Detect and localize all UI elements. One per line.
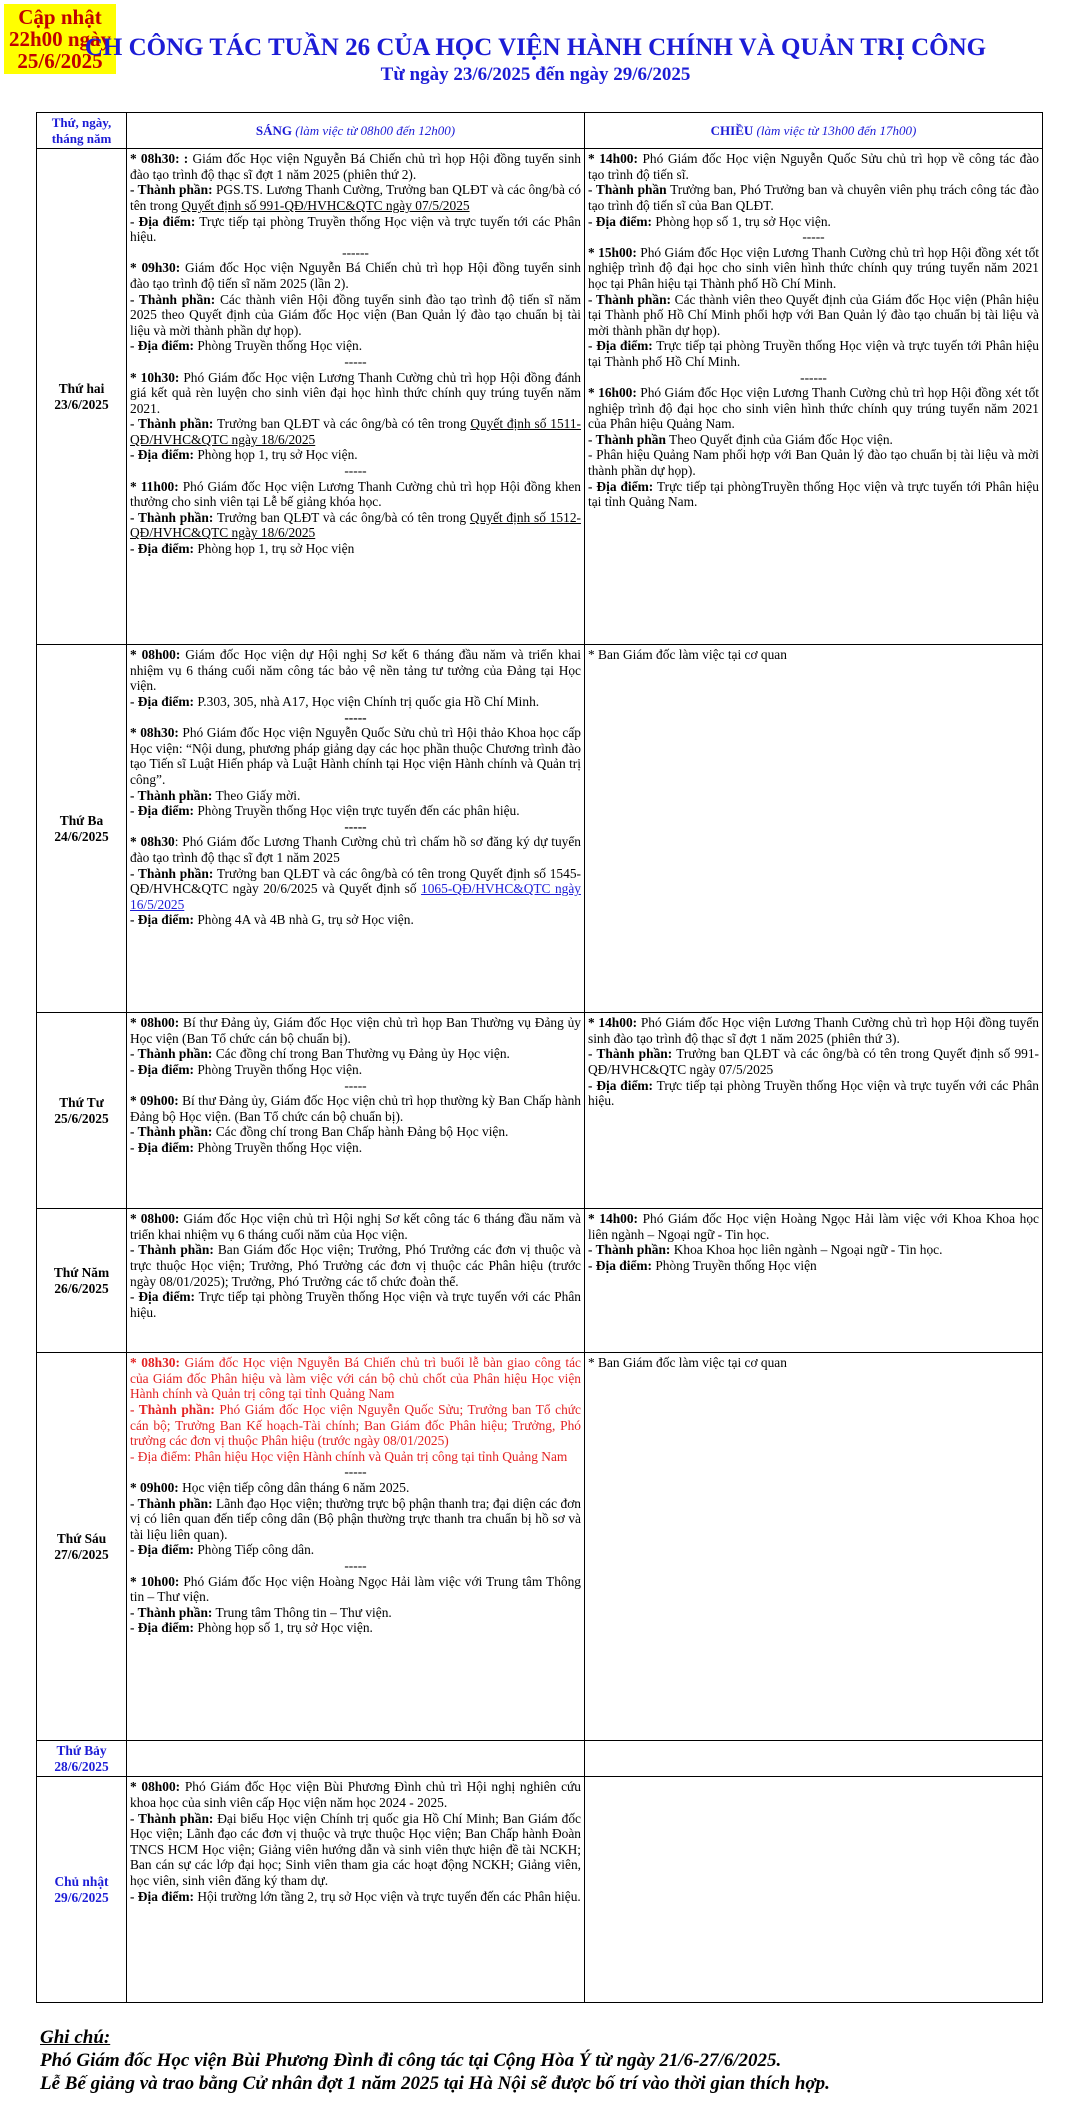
event-time: * 08h30:	[130, 1355, 180, 1371]
location-label: - Địa điểm:	[130, 541, 194, 557]
members-label: - Thành phần	[588, 431, 666, 447]
morning-monday	[127, 149, 585, 645]
members-text: Khoa Khoa học liên ngành – Ngoại ngữ - Tin học.	[670, 1242, 943, 1258]
location-text: Phòng Tiếp công dân.	[193, 1542, 315, 1558]
morning-sunday	[127, 1777, 585, 2003]
day-label: Thứ hai	[58, 381, 105, 397]
event-text: Bí thư Đảng ủy, Giám đốc Học viện chủ trì họp Ban Thường vụ Đảng ủy Học viện (Ban Tổ chức cán bộ chuẩn bị).	[130, 1015, 581, 1046]
event-time: * 14h00:	[588, 1015, 638, 1031]
event	[130, 260, 581, 291]
row-monday	[37, 149, 1043, 645]
location-label: - Địa điểm:	[130, 1061, 194, 1077]
event-time: * 15h00:	[588, 244, 637, 260]
event-highlighted	[130, 1355, 581, 1402]
badge-line-2: 22h00 ngày	[8, 27, 112, 51]
row-friday	[37, 1353, 1043, 1741]
event-time: * 08h30	[130, 834, 175, 850]
event	[130, 1574, 581, 1605]
members-text: Các thành viên Hội đồng tuyển sinh đào tạo trình độ tiến sĩ năm 2025 theo Quyết định của Giám đốc Học viện (Ban Quản lý đào tạo chuẩn bị tài liệu và mời thành phần dự họp).	[130, 291, 581, 338]
day-monday	[37, 149, 127, 645]
members-label: - Thành phần:	[588, 291, 671, 307]
event-text: Phó Giám đốc Học viện Nguyễn Quốc Sửu chủ trì Hội thảo Khoa học cấp Học viện: “Nội dung, phương pháp giảng dạy các học phần thuộc Chương trình đào tạo Tiến sĩ Luật Hiến pháp và Luật Hành chính tại Học viện Hành chính và Quản trị công”.	[130, 725, 581, 787]
notes-section	[40, 2026, 1060, 2095]
event-location	[588, 1258, 1039, 1274]
location-label: - Địa điểm:	[130, 1620, 194, 1636]
event	[588, 385, 1039, 432]
event-time: * 10h30:	[130, 369, 180, 385]
members-text: Phó Giám đốc Học viện Nguyễn Quốc Sửu; Trưởng ban Tổ chức cán bộ; Trưởng Ban Kế hoạch-Tài chính; Ban Giám đốc Phân hiệu; Trưởng, Phó trưởng các đơn vị thuộc Phân hiệu (trước ngày 08/01/2025)	[130, 1401, 581, 1449]
event	[588, 151, 1039, 182]
decision-link[interactable]: 1065-QĐ/HVHC&QTC ngày 16/5/2025	[130, 881, 581, 912]
row-wednesday	[37, 1013, 1043, 1209]
event	[130, 725, 581, 787]
day-label: Chủ nhật	[54, 1874, 109, 1890]
morning-thursday	[127, 1209, 585, 1353]
event-time: * 09h00:	[130, 1093, 179, 1109]
event-members	[130, 1046, 581, 1062]
event-members	[588, 1046, 1039, 1077]
header-afternoon-hours: (làm việc từ 13h00 đến 17h00)	[756, 122, 917, 138]
event-text: Giám đốc Học viện Nguyễn Bá Chiến chủ trì họp Hội đồng tuyển sinh đào tạo trình độ tiến sĩ năm 2025 (lần 2).	[130, 260, 581, 291]
location-label: - Địa điểm:	[588, 213, 652, 229]
event-time: * 16h00:	[588, 385, 637, 401]
event-members	[130, 1496, 581, 1543]
location-text: P.303, 305, nhà A17, Học viện Chính trị quốc gia Hồ Chí Minh.	[193, 693, 540, 709]
event-text: : Phó Giám đốc Lương Thanh Cường chủ trì chấm hồ sơ đăng ký dự tuyển đào tạo trình độ thạc sĩ đợt 1 năm 2025	[130, 834, 581, 865]
event-time: * 11h00:	[130, 478, 179, 494]
location-text: Trực tiếp tại phòng Truyền thống Học viện và trực tuyến tới các Phân hiệu.	[130, 213, 581, 245]
afternoon-wednesday	[585, 1013, 1043, 1209]
members-text: Trung tâm Thông tin – Thư viện.	[212, 1604, 392, 1620]
event-text: Học viện tiếp công dân tháng 6 năm 2025.	[178, 1479, 410, 1495]
event-time: * 08h00:	[130, 647, 181, 663]
event-text: Phó Giám đốc Học viện Nguyễn Quốc Sửu chủ trì họp về công tác đào tạo trình độ tiến sĩ.	[588, 151, 1039, 182]
event	[588, 1015, 1039, 1046]
event-location	[130, 1889, 581, 1905]
event-text: Bí thư Đảng ủy, Giám đốc Học viện chủ trì họp thường kỳ Ban Chấp hành Đảng bộ Học viện. (Ban Tổ chức cán bộ chuẩn bị).	[130, 1093, 581, 1124]
location-text: Phòng Truyền thống Học viện.	[193, 1061, 363, 1077]
separator: -----	[344, 463, 367, 479]
location-label: - Địa điểm:	[130, 338, 194, 354]
decision-link[interactable]: Quyết định số 1511-QĐ/HVHC&QTC ngày 18/6/2025	[130, 416, 581, 447]
day-label: Thứ Tư	[59, 1095, 104, 1111]
header-morning-label: SÁNG	[255, 122, 293, 138]
location-text: Trực tiếp tại phòng Truyền thống Học viện và trực tuyến với các Phân hiệu.	[130, 1289, 581, 1320]
location-label: - Địa điểm:	[130, 693, 194, 709]
members-label: - Thành phần:	[588, 1046, 673, 1062]
location-label: - Địa điểm:	[588, 478, 654, 494]
members-text: Các thành viên theo Quyết định của Giám đốc Học viện (Phân hiệu tại Thành phố Hồ Chí Minh phối hợp với Ban Quản lý đào tạo chuẩn bị tài liệu và mời thành phần dự họp).	[588, 291, 1039, 338]
location-text: Phân hiệu Học viện Hành chính và Quản trị công tại tỉnh Quảng Nam	[190, 1448, 568, 1464]
location-text: Phòng họp số 1, trụ sở Học viện.	[651, 213, 831, 229]
event-location	[130, 1140, 581, 1156]
event-members	[588, 1242, 1039, 1258]
event-location	[588, 1078, 1039, 1109]
members-label: - Thành phần:	[130, 1604, 213, 1620]
row-saturday	[37, 1741, 1043, 1777]
members-label: - Thành phần:	[130, 1046, 213, 1062]
location-text: Phòng Truyền thống Học viện trực tuyến đến các phân hiệu.	[193, 803, 520, 819]
event-members	[130, 510, 581, 541]
event	[130, 1779, 581, 1810]
day-sunday	[37, 1777, 127, 2003]
location-text: Hội trường lớn tầng 2, trụ sở Học viện và trực tuyến đến các Phân hiệu.	[193, 1888, 581, 1904]
day-label: Thứ Ba	[59, 813, 104, 829]
event-time: * 08h30:	[130, 725, 179, 741]
decision-link[interactable]: Quyết định số 1512-QĐ/HVHC&QTC ngày 18/6/2025	[130, 509, 581, 541]
separator: ------	[800, 369, 827, 385]
event-text: Giám đốc Học viện Nguyễn Bá Chiến chủ trì buổi lễ bàn giao công tác của Giám đốc Phân hiệu và làm việc với cán bộ chủ chốt của Phân hiệu Học viện Hành chính và Quản trị công tại tỉnh Quảng Nam	[130, 1355, 581, 1402]
event-text: Phó Giám đốc Học viện Lương Thanh Cường chủ trì họp Hội đồng xét tốt nghiệp trình độ đại học cho sinh viên hình thức chính quy trúng tuyển năm 2021 học tại Phân hiệu tại Thành phố Hồ Chí Minh.	[588, 244, 1039, 291]
event	[130, 1015, 581, 1046]
note-line-1: Phó Giám đốc Học viện Bùi Phương Đình đi công tác tại Cộng Hòa Ý từ ngày 21/6-27/6/2025.	[40, 2050, 782, 2071]
separator: -----	[344, 1557, 367, 1573]
location-text: Phòng Truyền thống Học viện.	[193, 338, 363, 354]
members-label: - Thành phần:	[130, 1810, 214, 1826]
event-time: * 14h00:	[588, 151, 638, 167]
event-members	[130, 788, 581, 804]
event-time: * 09h00:	[130, 1479, 179, 1495]
event-time: * 08h00:	[130, 1015, 180, 1031]
event-location	[588, 479, 1039, 510]
event-members	[130, 1124, 581, 1140]
separator: -----	[802, 229, 825, 245]
event-time: * 09h30:	[130, 260, 181, 276]
location-text: Phòng 4A và 4B nhà G, trụ sở Học viện.	[193, 912, 414, 928]
members-label: - Thành phần:	[130, 291, 216, 307]
members-label: - Thành phần:	[130, 509, 214, 525]
header-afternoon	[585, 113, 1043, 149]
event-members	[130, 292, 581, 339]
event-location	[130, 338, 581, 354]
event	[130, 370, 581, 417]
location-text: Phòng họp số 1, trụ sở Học viện.	[193, 1620, 373, 1636]
members-label: - Thành phần:	[130, 416, 214, 432]
day-date: 26/6/2025	[54, 1280, 109, 1296]
members-label: - Thành phần	[588, 182, 667, 198]
event-location	[130, 541, 581, 557]
day-friday	[37, 1353, 127, 1741]
location-label: - Địa điểm:	[130, 1139, 194, 1155]
event-members	[588, 432, 1039, 448]
event	[130, 1211, 581, 1242]
event-text: * Ban Giám đốc làm việc tại cơ quan	[588, 1355, 787, 1371]
event-location	[130, 912, 581, 928]
members-text: Trưởng ban, Phó Trưởng ban và chuyên viên phụ trách công tác đào tạo trình độ tiến sĩ của Ban QLĐT.	[588, 182, 1039, 213]
location-label: - Địa điểm:	[130, 912, 194, 928]
location-label: - Địa điểm:	[130, 213, 196, 229]
members-text: Trưởng ban QLĐT và các ông/bà có tên trong Quyết định số 991-QĐ/HVHC&QTC ngày 07/5/2025	[588, 1046, 1039, 1077]
separator: -----	[344, 1077, 367, 1093]
day-label: Thứ Bảy	[56, 1743, 107, 1759]
members-text: Trưởng ban QLĐT và các ông/bà có tên trong Quyết định số 1545-QĐ/HVHC&QTC ngày 20/6/2025 và Quyết định số	[130, 865, 581, 897]
page-subtitle: Từ ngày 23/6/2025 đến ngày 29/6/2025	[380, 64, 691, 85]
morning-tuesday	[127, 645, 585, 1013]
members-text: Trưởng ban QLĐT và các ông/bà có tên trong	[213, 416, 471, 432]
decision-link[interactable]: Quyết định số 991-QĐ/HVHC&QTC ngày 07/5/2025	[181, 197, 470, 213]
row-thursday	[37, 1209, 1043, 1353]
header-row	[37, 113, 1043, 149]
event-text: * Ban Giám đốc làm việc tại cơ quan	[588, 647, 787, 663]
event-members	[130, 182, 581, 213]
event-location	[588, 338, 1039, 369]
event-text: Phó Giám đốc Học viện Hoàng Ngọc Hải làm việc với Khoa Khoa học liên ngành – Ngoại ngữ - Tin học.	[588, 1211, 1039, 1242]
header-day: Thứ, ngày, tháng năm	[37, 113, 127, 149]
event-members	[130, 866, 581, 913]
afternoon-thursday	[585, 1209, 1043, 1353]
members-text: Các đồng chí trong Ban Chấp hành Đảng bộ Học viện.	[212, 1124, 509, 1140]
event-text: Phó Giám đốc Học viện Lương Thanh Cường chủ trì họp Hội đồng đánh giá kết quả rèn luyện cho sinh viên đại học hình thức chính quy trúng tuyển năm 2021.	[130, 369, 581, 416]
event-location	[130, 447, 581, 463]
separator: -----	[344, 1464, 367, 1480]
row-sunday	[37, 1777, 1043, 2003]
day-label: Thứ Sáu	[56, 1531, 107, 1547]
separator: -----	[344, 353, 367, 369]
day-date: 24/6/2025	[54, 828, 109, 844]
afternoon-friday	[585, 1353, 1043, 1741]
members-text: Ban Giám đốc Học viện; Trưởng, Phó Trưởng các đơn vị thuộc và trực thuộc Học viện; Trưởng, Phó Trưởng các đơn vị thuộc các Phân hiệu (trước ngày 08/01/2025); Trưởng, Phó Trưởng các tổ chức đoàn thể.	[130, 1242, 581, 1289]
event-members	[588, 182, 1039, 213]
event-text: Phó Giám đốc Học viện Lương Thanh Cường chủ trì họp Hội đồng xét tốt nghiệp trình độ đại học cho sinh viên hình thức chính quy trúng tuyển năm 2021 của Phân hiệu Quảng Nam.	[588, 385, 1039, 432]
location-text: Phòng họp 1, trụ sở Học viện.	[193, 447, 358, 463]
event-extra: - Phân hiệu Quảng Nam phối hợp với Ban Quản lý đào tạo chuẩn bị tài liệu và mời thành phần dự họp).	[588, 447, 1039, 479]
location-label: - Địa điểm:	[130, 1542, 194, 1558]
morning-wednesday	[127, 1013, 585, 1209]
event	[130, 479, 581, 510]
event-time: * 08h30: :	[130, 151, 189, 167]
event	[130, 1480, 581, 1496]
location-text: Phòng Truyền thống Học viện	[651, 1257, 817, 1273]
day-thursday	[37, 1209, 127, 1353]
notes-title: Ghi chú:	[40, 2027, 111, 2048]
event	[130, 647, 581, 694]
event-location	[130, 694, 581, 710]
badge-line-1: Cập nhật	[18, 5, 102, 29]
schedule-table	[36, 112, 1043, 2003]
event-text: Phó Giám đốc Học viện Lương Thanh Cường chủ trì họp Hội đồng khen thưởng cho sinh viên tại Lễ bế giảng khóa học.	[130, 478, 581, 510]
location-label: - Địa điểm:	[588, 1077, 654, 1093]
event	[588, 245, 1039, 292]
page-title: CH CÔNG TÁC TUẦN 26 CỦA HỌC VIỆN HÀNH CHÍNH VÀ QUẢN TRỊ CÔNG	[84, 34, 987, 61]
morning-saturday	[127, 1741, 585, 1777]
event-text: Giám đốc Học viện Nguyễn Bá Chiến chủ trì họp Hội đồng tuyển sinh đào tạo trình độ thạc sĩ đợt 1 năm 2025 (phiên thứ 2).	[130, 151, 581, 182]
afternoon-tuesday	[585, 645, 1043, 1013]
event-text: Phó Giám đốc Học viện Bùi Phương Đình chủ trì Hội nghị nghiên cứu khoa học của sinh viên cấp Học viện năm học 2024 - 2025.	[130, 1779, 581, 1810]
badge-line-3: 25/6/2025	[17, 49, 103, 73]
members-label: - Thành phần:	[130, 1124, 213, 1140]
event-text: Giám đốc Học viện dự Hội nghị Sơ kết 6 tháng đầu năm và triển khai nhiệm vụ 6 tháng cuối năm công tác bảo vệ nền tảng tư tưởng của Đảng tại Học viện.	[130, 647, 582, 694]
event-text: Phó Giám đốc Học viện Lương Thanh Cường chủ trì họp Hội đồng tuyển sinh đào tạo trình độ thạc sĩ đợt 1 năm 2025 (phiên thứ 3).	[588, 1015, 1039, 1046]
event-members	[130, 1242, 581, 1289]
note-line-2: Lễ Bế giảng và trao bằng Cử nhân đợt 1 năm 2025 tại Hà Nội sẽ được bố trí vào thời gian thích hợp.	[40, 2073, 830, 2094]
event-location	[130, 1062, 581, 1078]
event-members	[130, 416, 581, 447]
event-text: Giám đốc Học viện chủ trì Hội nghị Sơ kết công tác 6 tháng đầu năm và triển khai nhiệm vụ 6 tháng cuối năm của Học viện.	[130, 1211, 581, 1242]
event-location	[130, 1449, 581, 1465]
afternoon-saturday	[585, 1741, 1043, 1777]
members-text: Các đồng chí trong Ban Thường vụ Đảng ủy Học viện.	[212, 1046, 510, 1062]
separator: -----	[344, 709, 367, 725]
location-label: - Địa điểm:	[130, 1888, 194, 1904]
day-date: 29/6/2025	[54, 1889, 109, 1905]
location-text: Trực tiếp tại phòng Truyền thống Học viện và trực tuyến tới Phân hiệu tại Thành phố Hồ Chí Minh.	[588, 338, 1039, 369]
day-tuesday	[37, 645, 127, 1013]
afternoon-monday	[585, 149, 1043, 645]
location-label: - Địa điểm:	[130, 1289, 196, 1305]
day-wednesday	[37, 1013, 127, 1209]
row-tuesday	[37, 645, 1043, 1013]
afternoon-sunday	[585, 1777, 1043, 2003]
location-label: - Địa điểm:	[130, 1448, 191, 1464]
event-location	[130, 1542, 581, 1558]
members-label: - Thành phần:	[130, 182, 213, 198]
event-members	[130, 1402, 581, 1449]
event-time: * 08h00:	[130, 1211, 180, 1227]
morning-friday	[127, 1353, 585, 1741]
event-time: * 08h00:	[130, 1779, 181, 1795]
members-text: Trưởng ban QLĐT và các ông/bà có tên trong	[213, 509, 470, 525]
day-saturday	[37, 1741, 127, 1777]
location-text: Phòng Truyền thống Học viện.	[193, 1139, 363, 1155]
separator: -----	[344, 818, 367, 834]
day-date: 23/6/2025	[54, 396, 109, 412]
location-label: - Địa điểm:	[130, 447, 194, 463]
day-date: 25/6/2025	[54, 1110, 109, 1126]
location-label: - Địa điểm:	[130, 803, 194, 819]
event	[588, 1211, 1039, 1242]
event-members	[588, 292, 1039, 339]
location-label: - Địa điểm:	[588, 1257, 652, 1273]
members-text: Theo Giấy mời.	[212, 787, 301, 803]
event	[130, 151, 581, 182]
members-label: - Thành phần:	[130, 1242, 214, 1258]
members-label: - Thành phần:	[130, 865, 214, 881]
members-text: PGS.TS. Lương Thanh Cường, Trưởng ban QLĐT và các ông/bà có tên trong	[130, 182, 581, 213]
day-label: Thứ Năm	[53, 1265, 110, 1281]
event-location	[130, 1620, 581, 1636]
event-location	[130, 803, 581, 819]
members-text: Đại biểu Học viện Chính trị quốc gia Hồ Chí Minh; Ban Giám đốc Học viện; Lãnh đạo các đơn vị thuộc và trực thuộc Học viện; Ban Chấp hành Đoàn TNCS HCM Học viện; Giảng viên hướng dẫn và sinh viên thực hiện đề tài NCKH; Ban cán sự các lớp đại học; Sinh viên tham gia các hoạt động NCKH; Giảng viên, học viên, sinh viên đăng ký tham dự.	[130, 1810, 582, 1888]
event-location	[588, 214, 1039, 230]
event-text: Phó Giám đốc Học viện Hoàng Ngọc Hải làm việc với Trung tâm Thông tin – Thư viện.	[130, 1573, 581, 1605]
event-location	[130, 214, 581, 245]
event-location	[130, 1289, 581, 1320]
header-morning	[127, 113, 585, 149]
event-members	[130, 1605, 581, 1621]
separator: ------	[342, 244, 369, 260]
location-label: - Địa điểm:	[588, 338, 653, 354]
location-text: Phòng họp 1, trụ sở Học viện	[193, 541, 355, 557]
members-text: Theo Quyết định của Giám đốc Học viện.	[665, 431, 893, 447]
header-afternoon-label: CHIỀU	[710, 122, 754, 138]
location-text: Trực tiếp tại phòngTruyền thống Học viện và trực tuyến tới Phân hiệu tại tỉnh Quảng Nam.	[588, 478, 1039, 510]
members-label: - Thành phần:	[130, 787, 213, 803]
event	[130, 834, 581, 865]
members-label: - Thành phần:	[588, 1242, 671, 1258]
day-date: 28/6/2025	[54, 1758, 109, 1774]
members-label: - Thành phần:	[130, 1401, 215, 1417]
members-label: - Thành phần:	[130, 1495, 213, 1511]
event-time: * 14h00:	[588, 1211, 638, 1227]
event-time: * 10h00:	[130, 1573, 180, 1589]
location-text: Trực tiếp tại phòng Truyền thống Học viện và trực tuyến với các Phân hiệu.	[588, 1077, 1039, 1109]
header-morning-hours: (làm việc từ 08h00 đến 12h00)	[295, 122, 456, 138]
day-date: 27/6/2025	[54, 1546, 109, 1562]
members-text: Lãnh đạo Học viện; thường trực bộ phận thanh tra; đại diện các đơn vị có liên quan đến tiếp công dân (Bộ phận thường trực thanh tra chuẩn bị hồ sơ và tài liệu liên quan).	[130, 1495, 581, 1542]
event-members	[130, 1811, 581, 1889]
event	[130, 1093, 581, 1124]
